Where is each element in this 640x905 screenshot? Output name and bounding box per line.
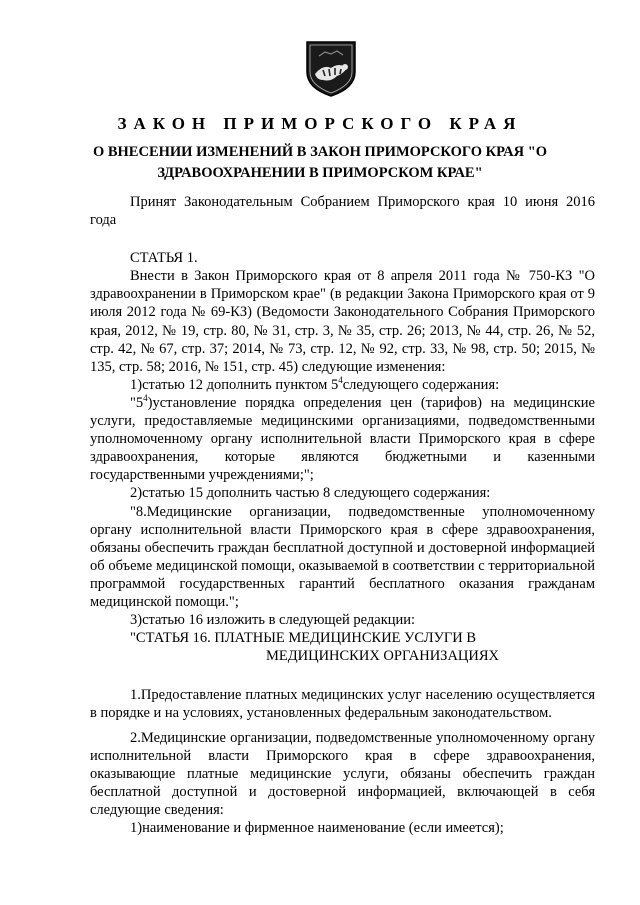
amendment-item-1: 1)статью 12 дополнить пунктом $5^4следующего$ содержания: [130,375,500,393]
article-16-heading-line-2: МЕДИЦИНСКИХ ОРГАНИЗАЦИЯХ [265,648,499,665]
primorye-coat-of-arms-icon [301,38,361,98]
article-16-paragraph-2-item-1: 1)наименование и фирменное наименование (если имеется); [130,820,504,836]
amendment-item-3: 3)статью 16 изложить в следующей редакции: [130,612,416,629]
amendment-item-2: 2)статью 15 дополнить частью 8 следующего содержания: [130,485,491,502]
amendment-quote-2: "8.Медицинские организации, подведомственные уполномоченному органу исполнительной власти Приморского края в сфере здравоохранения, обязаны обеспечить граждан бесплатной доступной и достоверной информацией об объеме медицинской помощи, оказываемой в соответствии с территориальной программой государственных гарантий бесплатного оказания гражданам медицинской помощи."; [90,503,595,610]
article-16-heading-line-1: "СТАТЬЯ 16. ПЛАТНЫЕ МЕДИЦИНСКИЕ УСЛУГИ В [130,630,476,647]
law-subtitle: О ВНЕСЕНИИ ИЗМЕНЕНИЙ В ЗАКОН ПРИМОРСКОГО КРАЯ "О ЗДРАВООХРАНЕНИИ В ПРИМОРСКОМ КРАЕ" [92,144,548,181]
article-1-intro: Внести в Закон Приморского края от 8 апреля 2011 года № 750-КЗ "О здравоохранении в Приморском крае" (в редакции Закона Приморского края от 9 июля 2012 года № 69-КЗ) (Ведомости Законодательного Собрания Приморского края, 2012, № 19, стр. 80, № 31, стр. 3, № 35, стр. 26; 2013, № 44, стр. 26, № 52, стр. 42, № 67, стр. 37; 2014, № 73, стр. 12, № 92, стр. 33, № 98, стр. 50; 2015, № 135, стр. 58; 2016, № 151, стр. 45) следующие изменения: [90,268,595,375]
amendment-quote-1: "$5^4)установление$ порядка определения цен (тарифов) на медицинские услуги, предоставляемые медицинскими организациями, подведомственными уполномоченному органу исполнительной власти Приморского края в сфере здравоохранения, которые являются бюджетными и казенными государственными учреждениями;"; [90,393,595,484]
article-16-paragraph-1: 1.Предоставление платных медицинских услуг населению осуществляется в порядке и на условиях, установленных федеральным законодательством. [90,687,595,722]
article-1-heading: СТАТЬЯ 1. [130,250,198,267]
article-16-paragraph-2: 2.Медицинские организации, подведомственные уполномоченному органу исполнительной власти Приморского края в сфере здравоохранения, оказывающие платные медицинские услуги, обязаны обеспечить граждан бесплатной доступной и достоверной информацией, включающей в себя следующие сведения: [90,729,595,818]
document-body [90,193,595,837]
law-title: ЗАКОН ПРИМОРСКОГО КРАЯ [117,114,523,133]
adoption-note: Принят Законодательным Собранием Приморского края 10 июня 2016 года [90,194,595,229]
